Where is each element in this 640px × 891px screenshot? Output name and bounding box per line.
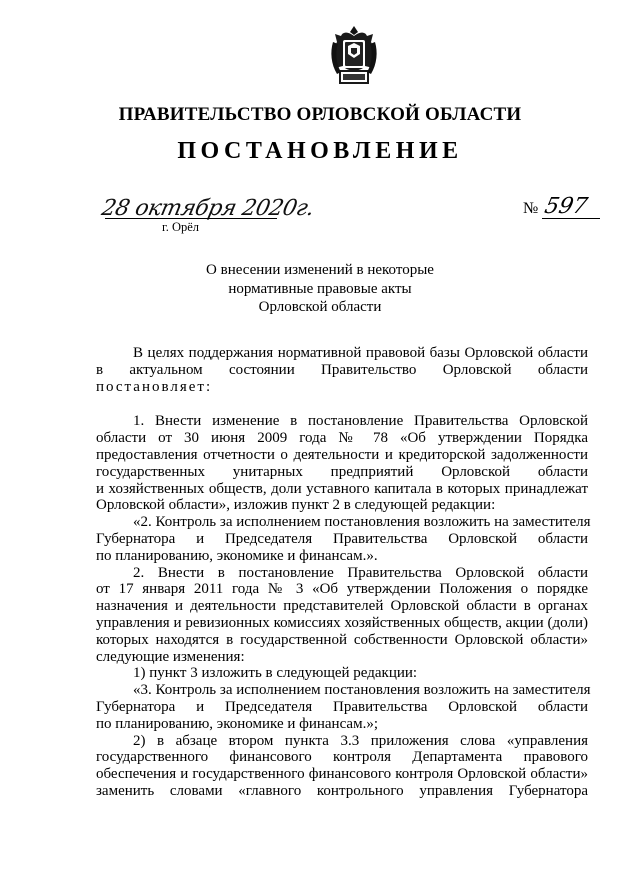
handwritten-number: 597 (542, 194, 590, 219)
item-2-2 (96, 733, 588, 800)
text-line: государственных унитарных предприятий Орловской области (96, 463, 588, 480)
text-line: заменить словами «главного контрольного управления Губернатора (96, 782, 588, 799)
text-line: назначения и деятельности представителей Орловской области в органах (96, 598, 588, 615)
text-line: Губернатора и Председателя Правительства Орловской области (96, 698, 588, 715)
item-2-1 (96, 665, 588, 682)
handwritten-date: 28 октября 2020г. (99, 196, 317, 221)
text-line: в актуальном состоянии Правительство Орловской области (96, 361, 588, 378)
item-1 (96, 413, 588, 514)
decree-word: постановляет: (96, 378, 213, 395)
coat-of-arms-emblem (329, 22, 379, 88)
text-line: Губернатора и Председателя Правительства Орловской области (96, 530, 588, 547)
item-2 (96, 565, 588, 666)
date-underline (105, 218, 277, 219)
subject-line: О внесении изменений в некоторые (206, 262, 434, 278)
text-line: обеспечения и государственного финансового контроля Орловской области» (96, 766, 588, 783)
item-1-quote (96, 514, 591, 564)
city-label: г. Орёл (162, 220, 200, 234)
text-line: которых находятся в государственной собственности Орловской области» (96, 631, 588, 648)
text-line: предоставления отчетности о деятельности и кредиторской задолженности (96, 446, 588, 463)
text-line: Орловской области», изложив пункт 2 в следующей редакции: (96, 497, 496, 514)
government-title: ПРАВИТЕЛЬСТВО ОРЛОВСКОЙ ОБЛАСТИ (118, 104, 522, 125)
text-line: 1. Внести изменение в постановление Правительства Орловской (133, 413, 588, 430)
subject-line: Орловской области (258, 299, 382, 315)
document-body (96, 345, 591, 800)
document-type-title: ПОСТАНОВЛЕНИЕ (177, 138, 463, 164)
text-line: области от 30 июня 2009 года № 78 «Об утверждении Порядка (96, 430, 588, 447)
number-label: № (523, 200, 539, 217)
text-line: государственного финансового контроля Департамента правового (96, 749, 588, 766)
text-line: 1) пункт 3 изложить в следующей редакции: (133, 665, 418, 682)
text-line: следующие изменения: (96, 648, 245, 665)
text-line: 2) в абзаце втором пункта 3.3 приложения слова «управления (133, 732, 588, 749)
text-line: и хозяйственных обществ, доли уставного капитала в которых принадлежат (96, 480, 588, 497)
preamble (96, 345, 588, 395)
text-line: по планированию, экономике и финансам.»; (96, 715, 378, 732)
text-line: В целях поддержания нормативной правовой базы Орловской области (133, 345, 588, 361)
text-line: по планированию, экономике и финансам.». (96, 547, 378, 564)
text-line: от 17 января 2011 года № 3 «Об утверждении Положения о порядке (96, 581, 588, 598)
text-line: «3. Контроль за исполнением постановления возложить на заместителя (133, 682, 591, 699)
text-line: «2. Контроль за исполнением постановления возложить на заместителя (133, 514, 591, 531)
text-line: управления и ревизионных комиссиях хозяйственных обществ, акции (доли) (96, 614, 588, 631)
number-underline (542, 218, 600, 219)
subject-line: нормативные правовые акты (228, 280, 412, 297)
text-line: 2. Внести в постановление Правительства Орловской области (133, 564, 588, 581)
document-subject (0, 261, 640, 317)
item-2-1-quote (96, 682, 591, 732)
